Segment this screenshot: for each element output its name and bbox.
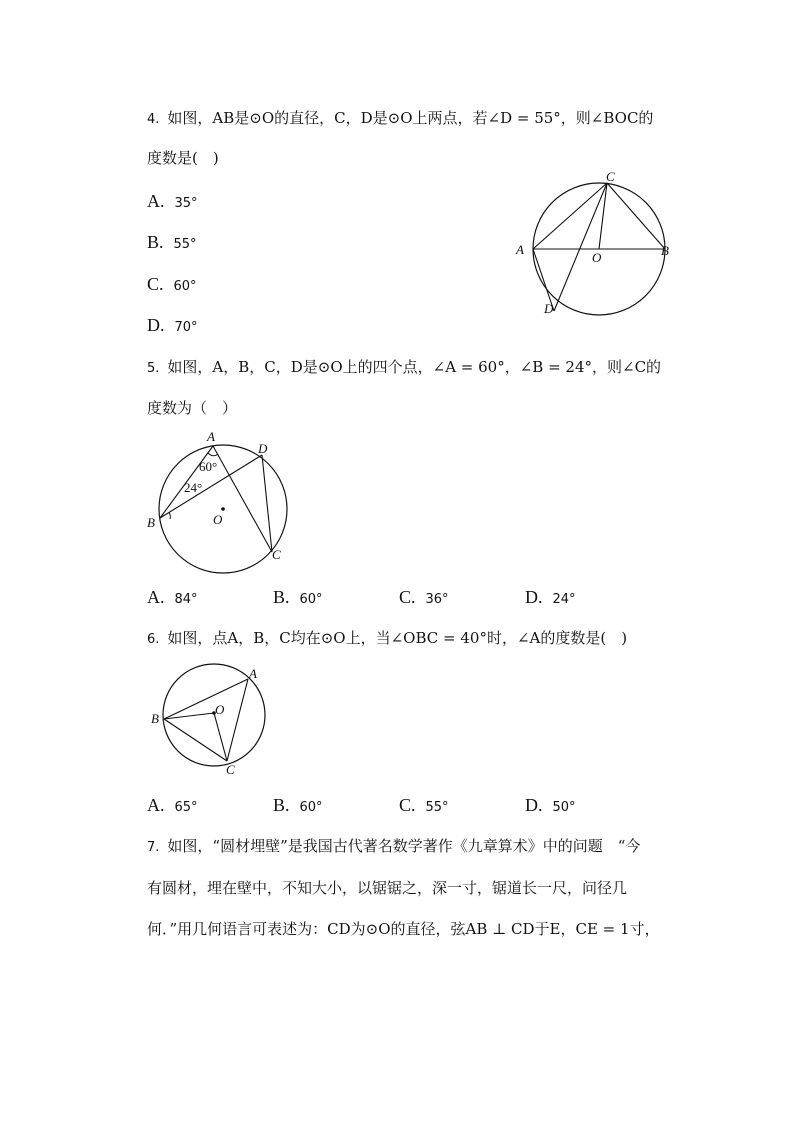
q6-circle-figure [145, 660, 275, 778]
q5-option-b[interactable] [273, 587, 323, 610]
label-a: A [516, 242, 524, 257]
chord-ba [164, 679, 248, 719]
option-value: 55° [173, 237, 197, 252]
question-5-stem-line2: 度数为（ ） [147, 399, 238, 417]
question-number: 5. [147, 361, 160, 376]
label-c: C [226, 762, 235, 777]
chord-ac [533, 183, 607, 249]
question-7-stem-line3: 何．”用几何语言可表述为：CD为⊙O的直径，弦AB ⊥ CD于E，CE = 1寸， [147, 920, 660, 938]
label-a: A [249, 666, 257, 681]
angle-a-label: 60° [199, 459, 218, 474]
option-value: 84° [174, 592, 198, 607]
q4-option-a[interactable] [147, 191, 198, 214]
label-c: C [606, 170, 615, 184]
label-c: C [272, 547, 281, 562]
q5-option-c[interactable] [399, 587, 449, 610]
label-o: O [592, 250, 602, 265]
option-value: 50° [552, 800, 576, 815]
q6-option-d[interactable] [525, 795, 576, 818]
option-letter: C. [399, 795, 416, 815]
angle-b-label: 24° [184, 480, 203, 495]
question-7-stem-line2: 有圆材，埋在壁中，不知大小，以锯锯之，深一寸，锯道长一尺，问径几 [147, 879, 628, 897]
question-number: 6. [147, 632, 160, 647]
option-letter: A. [147, 795, 165, 815]
option-letter: D. [525, 795, 543, 815]
option-letter: D. [525, 587, 543, 607]
center-point [221, 507, 225, 511]
option-value: 65° [174, 800, 198, 815]
q4-option-b[interactable] [147, 232, 197, 255]
q4-circle-figure [505, 170, 685, 320]
q4-option-d[interactable] [147, 315, 198, 338]
label-d: D [258, 441, 268, 456]
option-value: 35° [174, 196, 198, 211]
q5-circle-figure [140, 428, 300, 578]
question-text: 如图，点A，B，C均在⊙O上，当∠OBC = 40°时，∠A的度数是( ) [167, 629, 628, 647]
option-letter: C. [147, 274, 164, 294]
question-5-stem-line1 [147, 357, 661, 379]
option-letter: B. [273, 795, 290, 815]
q6-option-b[interactable] [273, 795, 323, 818]
question-4-stem-line1 [147, 108, 653, 130]
option-value: 60° [299, 592, 323, 607]
q5-option-d[interactable] [525, 587, 576, 610]
label-b: B [151, 711, 159, 726]
question-6-stem [147, 628, 627, 650]
option-value: 60° [299, 800, 323, 815]
angle-b-arc [169, 512, 170, 519]
option-letter: A. [147, 587, 165, 607]
label-b: B [147, 515, 155, 530]
option-value: 60° [173, 279, 197, 294]
label-b: B [661, 243, 669, 258]
option-value: 70° [174, 320, 198, 335]
option-letter: B. [147, 232, 164, 252]
question-4-stem-line2: 度数是( ) [147, 149, 219, 167]
chord-ac [227, 679, 248, 761]
label-a: A [207, 429, 215, 444]
option-value: 36° [425, 592, 449, 607]
option-letter: C. [399, 587, 416, 607]
label-o: O [215, 702, 225, 717]
option-letter: D. [147, 315, 165, 335]
q6-option-a[interactable] [147, 795, 198, 818]
question-number: 4. [147, 112, 160, 127]
question-text: 如图，AB是⊙O的直径，C，D是⊙O上两点，若∠D = 55°，则∠BOC的 [167, 109, 654, 127]
option-letter: A. [147, 191, 165, 211]
q5-option-a[interactable] [147, 587, 198, 610]
question-7-stem-line1 [147, 836, 640, 858]
label-d: D [544, 301, 554, 316]
label-o: O [213, 512, 223, 527]
question-text: 如图，“圆材埋壁”是我国古代著名数学著作《九章算术》中的问题 “今 [167, 837, 641, 855]
question-number: 7. [147, 840, 160, 855]
q4-option-c[interactable] [147, 274, 197, 297]
q6-option-c[interactable] [399, 795, 449, 818]
option-value: 24° [552, 592, 576, 607]
question-text: 如图，A，B，C，D是⊙O上的四个点，∠A = 60°，∠B = 24°，则∠C的 [167, 358, 662, 376]
option-value: 55° [425, 800, 449, 815]
option-letter: B. [273, 587, 290, 607]
